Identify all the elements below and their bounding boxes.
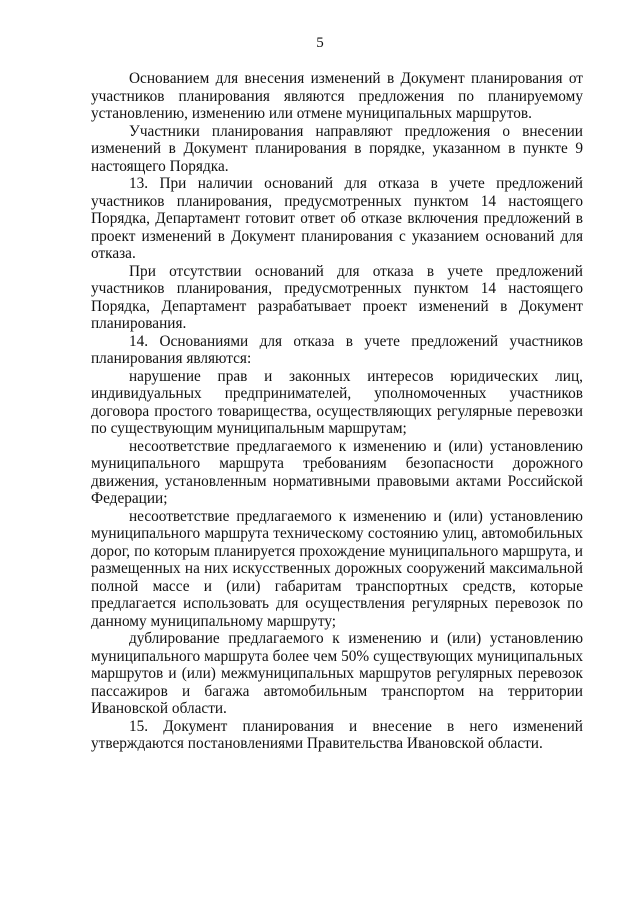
- paragraph-item-14: 14. Основаниями для отказа в учете предложений участников планирования являются:: [91, 332, 583, 367]
- paragraph-route-duplication: дублирование предлагаемого к изменению и (или) установлению муниципального маршрута более чем 50% существующих муниципальных маршрутов и (или) межмуниципальных маршрутов регулярных перевозок пассажиров и багажа автомобильным транспортом на территории Ивановской области.: [91, 630, 583, 717]
- paragraph-no-refusal-grounds: При отсутствии оснований для отказа в учете предложений участников планирования, предусмотренных пунктом 14 настоящего Порядка, Департамент разрабатывает проект изменений в Документ планирования.: [91, 262, 583, 332]
- document-body: [91, 70, 583, 753]
- paragraph-safety-mismatch: несоответствие предлагаемого к изменению и (или) установлению муниципального маршрута требованиям безопасности дорожного движения, установленным нормативными правовыми актами Российской Федерации;: [91, 437, 583, 507]
- page-number: 5: [316, 35, 324, 51]
- paragraph-rights-violation: нарушение прав и законных интересов юридических лиц, индивидуальных предпринимателей, уполномоченных участников договора простого товарищества, осуществляющих регулярные перевозки по существующим муниципальным маршрутам;: [91, 367, 583, 437]
- paragraph-change-grounds: Основанием для внесения изменений в Документ планирования от участников планирования являются предложения по планируемому установлению, изменению или отмене муниципальных маршрутов.: [91, 70, 583, 122]
- paragraph-proposals-order: Участники планирования направляют предложения о внесении изменений в Документ планирования в порядке, указанном в пункте 9 настоящего Порядка.: [91, 122, 583, 175]
- paragraph-item-13: 13. При наличии оснований для отказа в учете предложений участников планирования, предусмотренных пунктом 14 настоящего Порядка, Департамент готовит ответ об отказе включения предложений в проект изменений в Документ планирования с указанием оснований для отказа.: [91, 175, 583, 262]
- paragraph-road-condition-mismatch: несоответствие предлагаемого к изменению и (или) установлению муниципального маршрута техническому состоянию улиц, автомобильных дорог, по которым планируется прохождение муниципального маршрута, и размещенных на них искусственных дорожных сооружений максимальной полной массе и (или) габаритам транспортных средств, которые предлагается использовать для осуществления регулярных перевозок по данному муниципальному маршруту;: [91, 507, 583, 630]
- paragraph-item-15: 15. Документ планирования и внесение в него изменений утверждаются постановлениями Правительства Ивановской области.: [91, 717, 583, 752]
